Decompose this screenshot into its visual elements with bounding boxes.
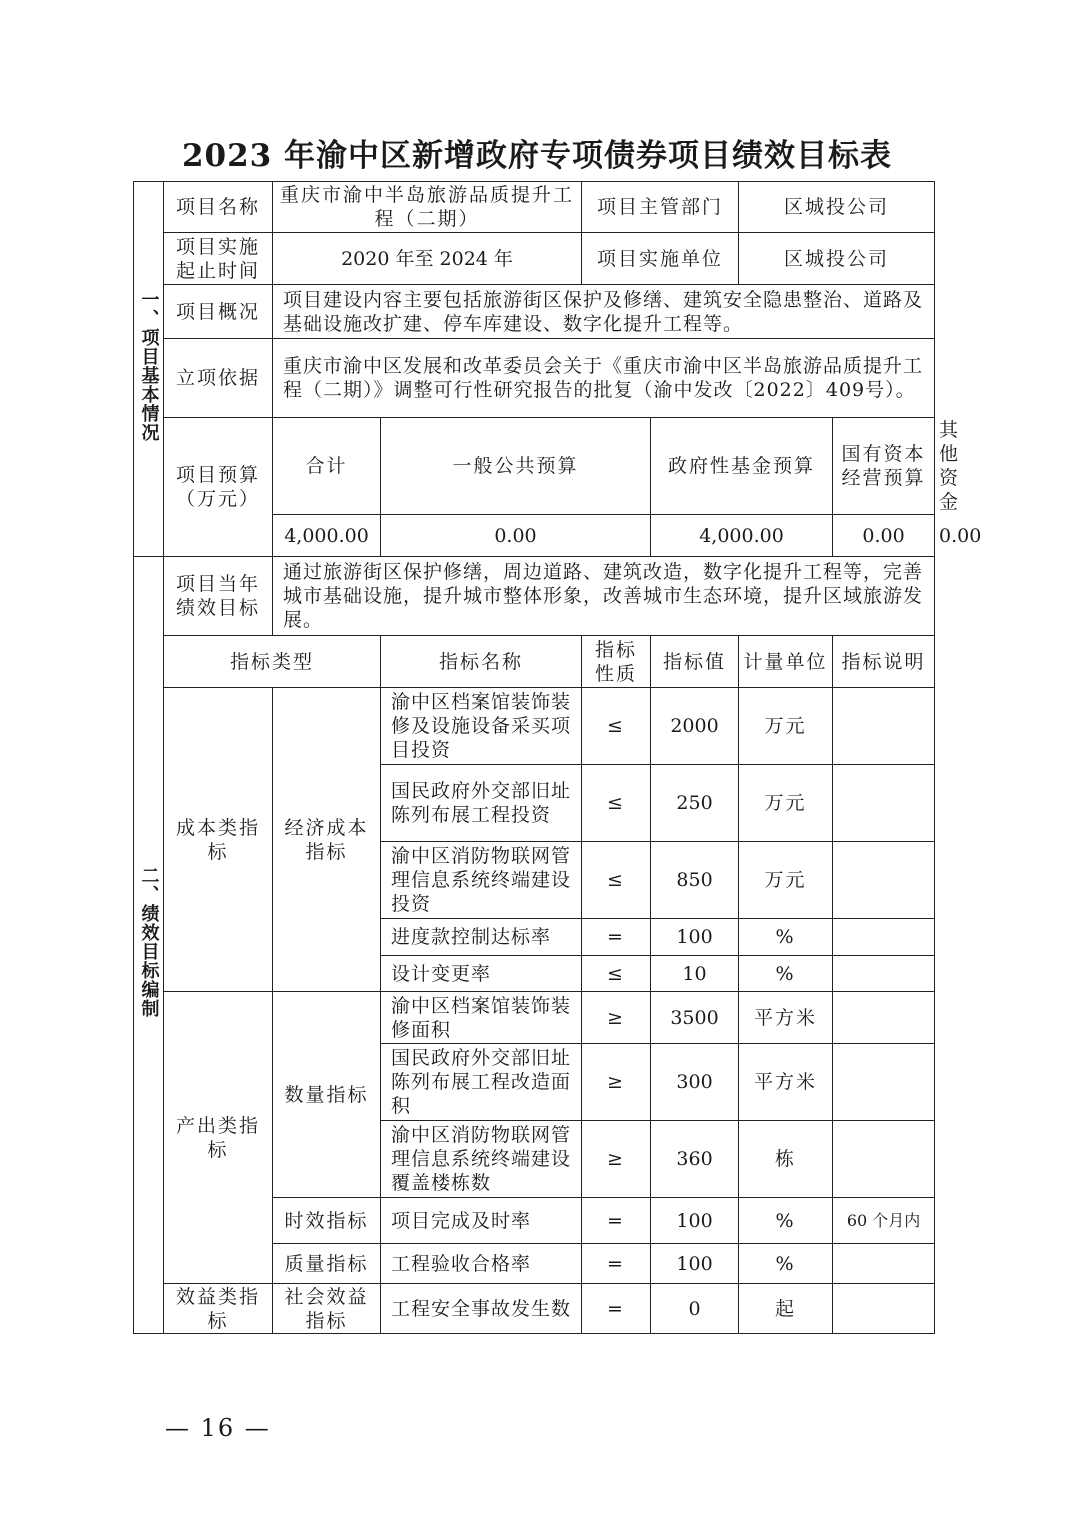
benefit-category: 效益类指标 bbox=[164, 1284, 273, 1334]
unit-value: 区城投公司 bbox=[739, 233, 935, 285]
section1-label: 一、项目基本情况 bbox=[134, 182, 164, 557]
overview-value: 项目建设内容主要包括旅游街区保护及修缮、建筑安全隐患整治、道路及基础设施改扩建、停车库建设、数字化提升工程等。 bbox=[273, 285, 935, 339]
indicator-note bbox=[833, 992, 935, 1044]
indicator-note bbox=[833, 688, 935, 765]
indicator-value: 100 bbox=[651, 1244, 739, 1284]
budget-header-general: 一般公共预算 bbox=[381, 418, 651, 515]
indicator-unit: % bbox=[739, 919, 833, 956]
header-name: 指标名称 bbox=[381, 636, 582, 688]
indicator-value: 100 bbox=[651, 1198, 739, 1244]
indicator-name: 进度款控制达标率 bbox=[381, 919, 582, 956]
indicator-value: 300 bbox=[651, 1044, 739, 1121]
header-value: 指标值 bbox=[651, 636, 739, 688]
indicator-name: 工程验收合格率 bbox=[381, 1244, 582, 1284]
indicator-name: 渝中区消防物联网管理信息系统终端建设覆盖楼栋数 bbox=[381, 1121, 582, 1198]
dept-label: 项目主管部门 bbox=[582, 182, 739, 233]
header-unit: 计量单位 bbox=[739, 636, 833, 688]
indicator-unit: % bbox=[739, 1244, 833, 1284]
table-row bbox=[134, 992, 935, 1044]
cost-category: 成本类指标 bbox=[164, 688, 273, 992]
indicator-note bbox=[833, 956, 935, 992]
indicator-note bbox=[833, 765, 935, 842]
indicator-value: 850 bbox=[651, 842, 739, 919]
goal-label: 项目当年绩效目标 bbox=[164, 557, 273, 636]
indicator-unit: % bbox=[739, 1198, 833, 1244]
indicator-note bbox=[833, 1044, 935, 1121]
indicator-value: 10 bbox=[651, 956, 739, 992]
indicator-unit: 万元 bbox=[739, 765, 833, 842]
indicator-unit: % bbox=[739, 956, 833, 992]
header-note: 指标说明 bbox=[833, 636, 935, 688]
budget-header-state: 国有资本经营预算 bbox=[833, 418, 935, 515]
header-nature: 指标性质 bbox=[582, 636, 651, 688]
section2-label: 二、绩效目标编制 bbox=[134, 557, 164, 1334]
page-number: — 16 — bbox=[165, 1414, 271, 1442]
indicator-nature: ≤ bbox=[582, 765, 651, 842]
overview-label: 项目概况 bbox=[164, 285, 273, 339]
goal-value: 通过旅游街区保护修缮，周边道路、建筑改造，数字化提升工程等，完善城市基础设施，提升城市整体形象，改善城市生态环境，提升区域旅游发展。 bbox=[273, 557, 935, 636]
indicator-nature: = bbox=[582, 919, 651, 956]
indicator-value: 250 bbox=[651, 765, 739, 842]
indicator-note bbox=[833, 842, 935, 919]
indicator-value: 3500 bbox=[651, 992, 739, 1044]
indicator-note: 60 个月内 bbox=[833, 1198, 935, 1244]
indicator-name: 项目完成及时率 bbox=[381, 1198, 582, 1244]
indicator-name: 设计变更率 bbox=[381, 956, 582, 992]
basis-label: 立项依据 bbox=[164, 339, 273, 418]
indicator-nature: ≥ bbox=[582, 1121, 651, 1198]
indicator-value: 2000 bbox=[651, 688, 739, 765]
indicator-nature: ≤ bbox=[582, 956, 651, 992]
indicator-name: 国民政府外交部旧址陈列布展工程改造面积 bbox=[381, 1044, 582, 1121]
indicator-nature: ≤ bbox=[582, 842, 651, 919]
budget-header-total: 合计 bbox=[273, 418, 381, 515]
social-benefit-subcategory: 社会效益指标 bbox=[273, 1284, 381, 1334]
period-value: 2020 年至 2024 年 bbox=[273, 233, 582, 285]
budget-header-fund: 政府性基金预算 bbox=[651, 418, 833, 515]
indicator-unit: 平方米 bbox=[739, 1044, 833, 1121]
project-name-value: 重庆市渝中半岛旅游品质提升工程（二期） bbox=[273, 182, 582, 233]
indicator-nature: = bbox=[582, 1284, 651, 1334]
indicator-unit: 万元 bbox=[739, 688, 833, 765]
budget-value-total: 4,000.00 bbox=[273, 515, 381, 557]
cost-subcategory: 经济成本指标 bbox=[273, 688, 381, 992]
page-title: 2023 年渝中区新增政府专项债券项目绩效目标表 bbox=[181, 138, 893, 174]
quantity-subcategory: 数量指标 bbox=[273, 992, 381, 1198]
indicator-name: 渝中区消防物联网管理信息系统终端建设投资 bbox=[381, 842, 582, 919]
indicator-note bbox=[833, 1121, 935, 1198]
indicator-value: 360 bbox=[651, 1121, 739, 1198]
indicator-note bbox=[833, 919, 935, 956]
indicator-nature: = bbox=[582, 1244, 651, 1284]
budget-value-general: 0.00 bbox=[381, 515, 651, 557]
indicator-name: 渝中区档案馆装饰装修及设施设备采买项目投资 bbox=[381, 688, 582, 765]
indicator-nature: ≤ bbox=[582, 688, 651, 765]
indicator-nature: ≥ bbox=[582, 1044, 651, 1121]
dept-value: 区城投公司 bbox=[739, 182, 935, 233]
indicator-unit: 栋 bbox=[739, 1121, 833, 1198]
indicator-nature: ≥ bbox=[582, 992, 651, 1044]
timeliness-subcategory: 时效指标 bbox=[273, 1198, 381, 1244]
budget-value-fund: 4,000.00 bbox=[651, 515, 833, 557]
project-name-label: 项目名称 bbox=[164, 182, 273, 233]
indicator-name: 渝中区档案馆装饰装修面积 bbox=[381, 992, 582, 1044]
header-type: 指标类型 bbox=[164, 636, 381, 688]
indicator-value: 0 bbox=[651, 1284, 739, 1334]
indicator-name: 国民政府外交部旧址陈列布展工程投资 bbox=[381, 765, 582, 842]
period-label: 项目实施起止时间 bbox=[164, 233, 273, 285]
budget-label: 项目预算（万元） bbox=[164, 418, 273, 557]
basis-value: 重庆市渝中区发展和改革委员会关于《重庆市渝中区半岛旅游品质提升工程（二期）》调整可行性研究报告的批复（渝中发改〔2022〕409号）。 bbox=[273, 339, 935, 418]
indicator-note bbox=[833, 1244, 935, 1284]
performance-table: 一、项目基本情况 项目名称 重庆市渝中半岛旅游品质提升工程（二期） 项目主管部门 区城投公司 项目实施起止时间 2020 年至 2024 年 项目实施单位 区城投公司 项目概况 项目建设内容主要包括旅游街区保护及修缮、建筑安全隐患整治、道路及基础设施改扩建、停车库建设、数字化提升工程等。 立项依据 重庆市渝中区发展和改革委员会关于《重庆市渝中区半岛旅游品质提升工程（二期）》调整可行性研究报告的批复（渝中发改〔2022〕409号）。 项目预算（万元） 合计 一般公共预算 政府性基金预算 国有资本经营预算 其他资金 4,000.00 0.00 4,000.00 0.00 0.00 二、绩效目标编制 项目当年绩效目标 通过旅游街区保护修缮，周边道路、建筑改造，数字化提升工程等，完善城市基础设施，提升城市整体形象，改善城市生态环境，提升区域旅游发展。 指标类型 指标名称 指标性质 指标值 计量单位 指标说明 成本类指标 经济成本指标 渝中区档案馆装饰装修及设施设备采买项目投资 ≤ 2000 万元 国民政府外交部旧址陈列布展工程投资 ≤ 250 万元 渝中区消防物联网管理信息系统终端建设投资 ≤ 850 万元 进度款控制达标率 = 100 % 设计变更率 ≤ 10 % 产出类指标 数量指标 渝中区档案馆装饰装修面积 ≥ 3500 平方米 国民政府外交部旧址陈列布展工程改造面积 ≥ 300 平方米 渝中区消防物联网管理信息系统终端建设覆盖楼栋数 ≥ 360 栋 时效指标 项目完成及时率 = 100 % 60 个月内 质量指标 工程验收合格率 = 100 % 效益类指标 社会效益指标 工程安全事故发生数 = 0 起 bbox=[133, 181, 935, 1334]
quality-subcategory: 质量指标 bbox=[273, 1244, 381, 1284]
table-row bbox=[134, 688, 935, 765]
indicator-nature: = bbox=[582, 1198, 651, 1244]
budget-value-state: 0.00 bbox=[833, 515, 935, 557]
indicator-value: 100 bbox=[651, 919, 739, 956]
indicator-unit: 平方米 bbox=[739, 992, 833, 1044]
table-row bbox=[134, 1284, 935, 1334]
indicator-name: 工程安全事故发生数 bbox=[381, 1284, 582, 1334]
indicator-unit: 万元 bbox=[739, 842, 833, 919]
indicator-unit: 起 bbox=[739, 1284, 833, 1334]
output-category: 产出类指标 bbox=[164, 992, 273, 1284]
indicator-note bbox=[833, 1284, 935, 1334]
unit-label: 项目实施单位 bbox=[582, 233, 739, 285]
